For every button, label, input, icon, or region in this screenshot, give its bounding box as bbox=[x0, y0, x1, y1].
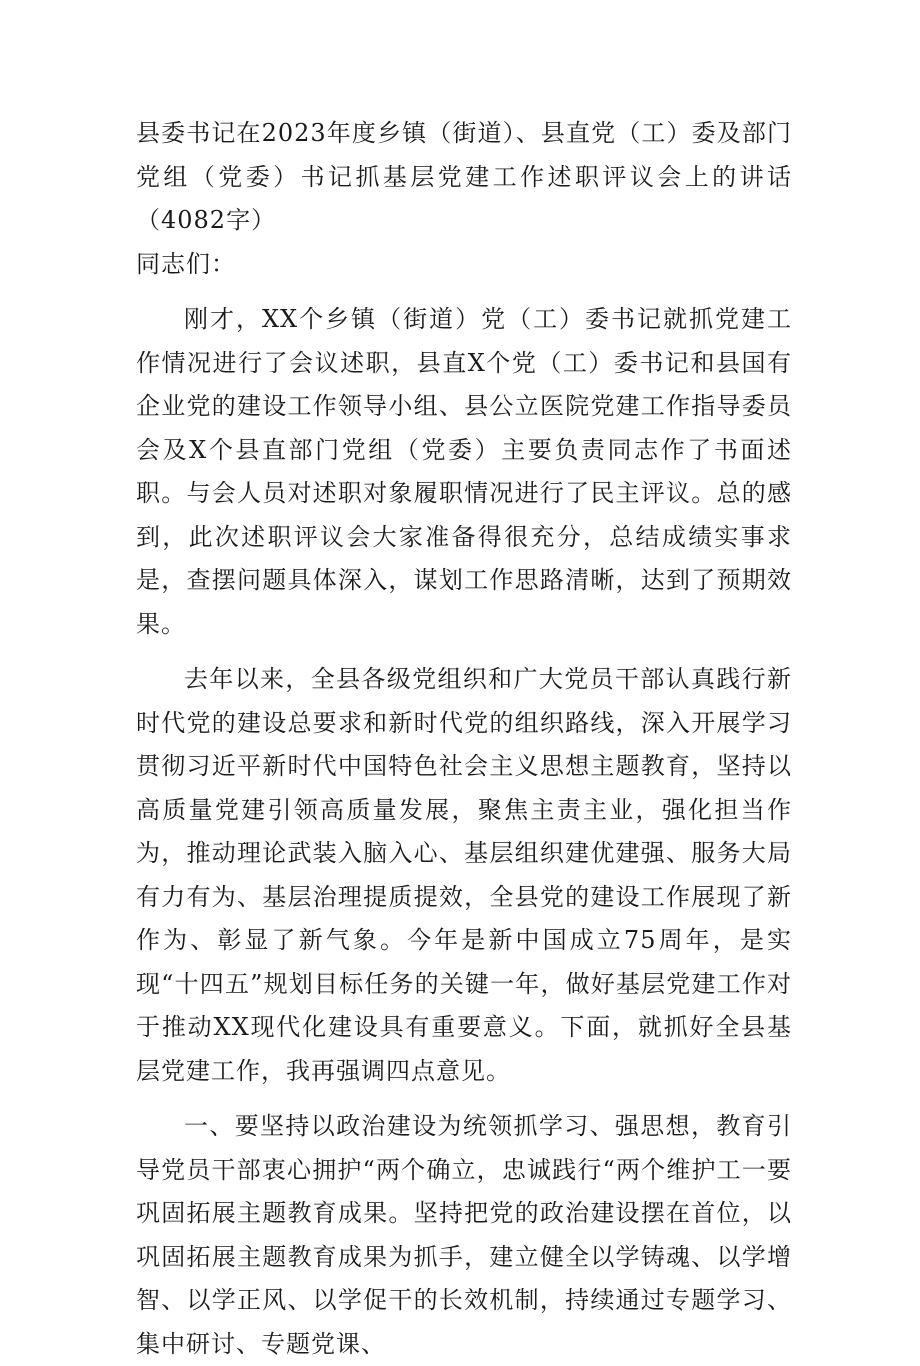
paragraph-2: 去年以来，全县各级党组织和广大党员干部认真践行新时代党的建设总要求和新时代党的组织路线，深入开展学习贯彻习近平新时代中国特色社会主义思想主题教育，坚持以高质量党建引领高质量发展，聚焦主责主业，强化担当作为，推动理论武装入脑入心、基层组织建优建强、服务大局有力有为、基层治理提质提效，全县党的建设工作展现了新作为、彰显了新气象。今年是新中国成立75周年，是实现“十四五”规划目标任务的关键一年，做好基层党建工作对于推动XX现代化建设具有重要意义。下面，就抓好全县基层党建工作，我再强调四点意见。 bbox=[136, 665, 792, 1085]
paragraph-3: 一、要坚持以政治建设为统领抓学习、强思想，教育引导党员干部衷心拥护“两个确立，忠诚践行“两个维护工一要巩固拓展主题教育成果。坚持把党的政治建设摆在首位，以巩固拓展主题教育成果为抓手，建立健全以学铸魂、以学增智、以学正风、以学促干的长效机制，持续通过专题学习、集中研讨、专题党课、 bbox=[136, 1112, 792, 1358]
paragraph-1: 刚才，XX个乡镇（街道）党（工）委书记就抓党建工作情况进行了会议述职，县直X个党（工）委书记和县国有企业党的建设工作领导小组、县公立医院党建工作指导委员会及X个县直部门党组（党委）主要负责同志作了书面述职。与会人员对述职对象履职情况进行了民主评议。总的感到，此次述职评议会大家准备得很充分，总结成绩实事求是，查摆问题具体深入，谋划工作思路清晰，达到了预期效果。 bbox=[136, 305, 792, 638]
document-title: 县委书记在2023年度乡镇（街道）、县直党（工）委及部门党组（党委）书记抓基层党建工作述职评议会上的讲话（4082字） bbox=[136, 119, 792, 234]
salutation: 同志们： bbox=[136, 249, 236, 278]
document-body bbox=[136, 112, 792, 1366]
